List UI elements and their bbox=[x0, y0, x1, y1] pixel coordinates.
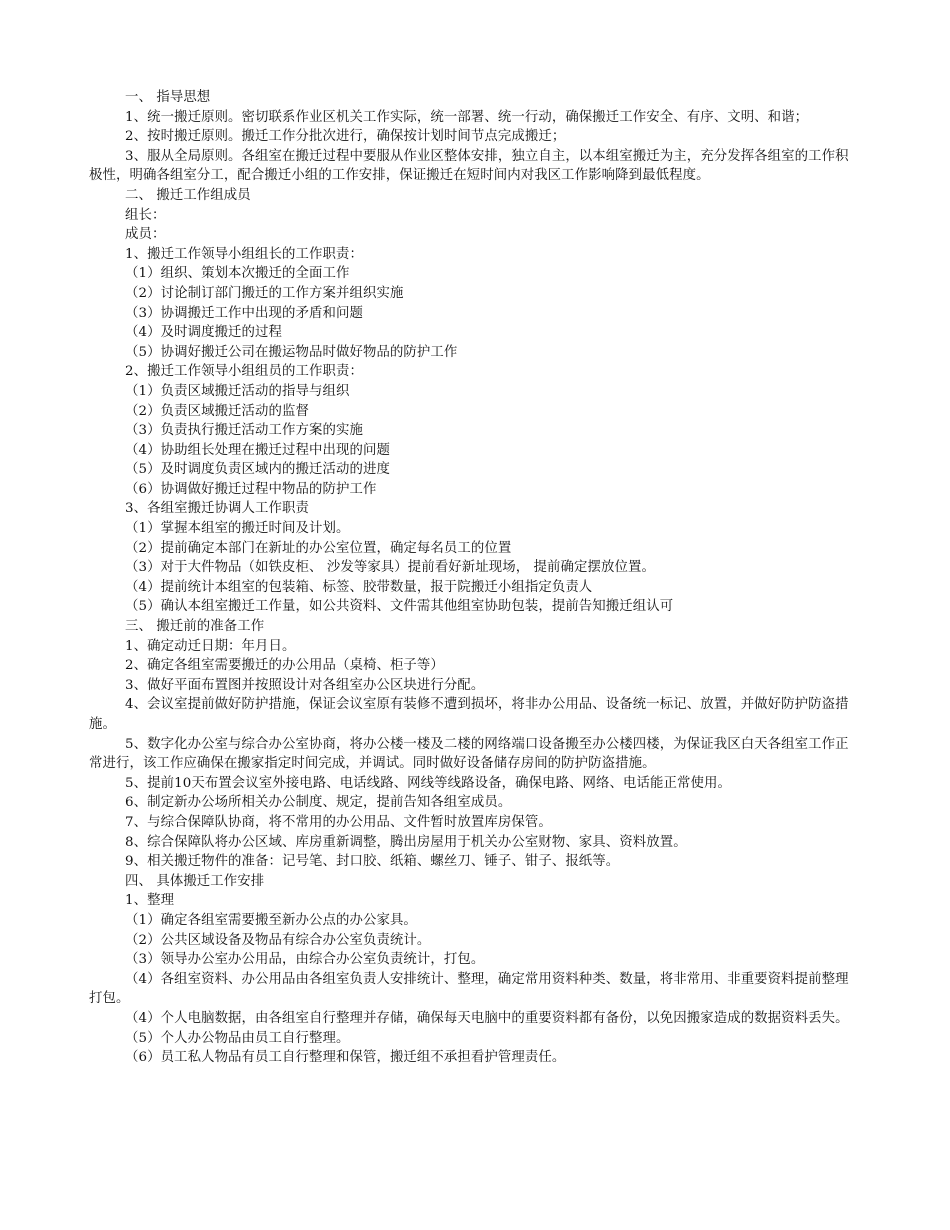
list-item: （4）及时调度搬迁的过程 bbox=[125, 325, 283, 341]
list-item: （1）负责区域搬迁活动的指导与组织 bbox=[125, 383, 350, 399]
paragraph: 1、确定动迁日期：年月日。 bbox=[125, 638, 296, 654]
paragraph: 3、做好平面布置图并按照设计对各组室办公区块进行分配。 bbox=[125, 677, 485, 693]
paragraph: 2、按时搬迁原则。搬迁工作分批次进行，确保按计划时间节点完成搬迁； bbox=[125, 129, 566, 145]
list-item: （1）确定各组室需要搬至新办公点的办公家具。 bbox=[125, 912, 417, 928]
list-item: （1）组织、策划本次搬迁的全面工作 bbox=[125, 266, 350, 282]
list-item: （4）个人电脑数据，由各组室自行整理并存储，确保每天电脑中的重要资料都有备份，以免因搬家造成的数据资料丢失。 bbox=[125, 1010, 849, 1026]
paragraph: 7、与综合保障队协商，将不常用的办公用品、文件暂时放置库房保管。 bbox=[125, 814, 552, 830]
list-item: （5）协调好搬迁公司在搬运物品时做好物品的防护工作 bbox=[125, 344, 458, 360]
list-item: （5）个人办公物品由员工自行整理。 bbox=[125, 1030, 350, 1046]
paragraph: 1、统一搬迁原则。密切联系作业区机关工作实际，统一部署、统一行动，确保搬迁工作安全、有序、文明、和谐； bbox=[125, 109, 809, 125]
paragraph: 1、整理 bbox=[125, 893, 175, 909]
section-heading-guiding-ideology: 一、 指导思想 bbox=[125, 90, 211, 105]
document-body bbox=[89, 88, 859, 1068]
list-item: （2）讨论制订部门搬迁的工作方案并组织实施 bbox=[125, 285, 404, 301]
paragraph: 8、综合保障队将办公区域、库房重新调整，腾出房屋用于机关办公室财物、家具、资料放置。 bbox=[125, 834, 687, 850]
paragraph: 1、搬迁工作领导小组组长的工作职责： bbox=[125, 246, 363, 262]
list-item: （4）协助组长处理在搬迁过程中出现的问题 bbox=[125, 442, 390, 458]
list-item: （6）协调做好搬迁过程中物品的防护工作 bbox=[125, 481, 377, 497]
list-item: （5）及时调度负责区域内的搬迁活动的进度 bbox=[125, 462, 390, 478]
list-item: （6）员工私人物品有员工自行整理和保管，搬迁组不承担看护管理责任。 bbox=[125, 1050, 566, 1066]
list-item: （2）提前确定本部门在新址的办公室位置，确定每名员工的位置 bbox=[125, 540, 512, 556]
paragraph: 3、服从全局原则。各组室在搬迁过程中要服从作业区整体安排，独立自主，以本组室搬迁为主，充分发挥各组室的工作积极性，明确各组室分工，配合搬迁小组的工作安排，保证搬迁在短时间内对我区工作影响降到最低程度。 bbox=[89, 148, 849, 184]
list-item: （5）确认本组室搬迁工作量，如公共资料、文件需其他组室协助包装，提前告知搬迁组认可 bbox=[125, 599, 674, 615]
list-item: （3）负责执行搬迁活动工作方案的实施 bbox=[125, 423, 363, 439]
paragraph: 5、提前10天布置会议室外接电路、电话线路、网线等线路设备，确保电路、网络、电话能正常使用。 bbox=[125, 775, 731, 791]
section-heading-preparation: 三、 搬迁前的准备工作 bbox=[125, 619, 265, 635]
paragraph: 4、会议室提前做好防护措施，保证会议室原有装修不遭到损坏，将非办公用品、设备统一标记、放置，并做好防护防盗措施。 bbox=[89, 697, 849, 732]
list-item: （3）领导办公室办公用品，由综合办公室负责统计，打包。 bbox=[125, 952, 485, 968]
paragraph: 2、确定各组室需要搬迁的办公用品（桌椅、柜子等） bbox=[125, 658, 444, 674]
paragraph: 5、数字化办公室与综合办公室协商，将办公楼一楼及二楼的网络端口设备搬至办公楼四楼，为保证我区白天各组室工作正常进行，该工作应确保在搬家指定时间完成，并调试。同时做好设备储存房间的防护防盗措施。 bbox=[89, 736, 849, 772]
paragraph: 3、各组室搬迁协调人工作职责 bbox=[125, 501, 309, 517]
section-heading-arrangement: 四、 具体搬迁工作安排 bbox=[125, 873, 265, 889]
list-item: （4）提前统计本组室的包装箱、标签、胶带数量，报于院搬迁小组指定负责人 bbox=[125, 579, 593, 595]
list-item: （1）掌握本组室的搬迁时间及计划。 bbox=[125, 521, 350, 537]
section-heading-team-members: 二、 搬迁工作组成员 bbox=[125, 187, 251, 203]
list-item: （4）各组室资料、办公用品由各组室负责人安排统计、整理，确定常用资料种类、数量，将非常用、非重要资料提前整理打包。 bbox=[89, 971, 849, 1007]
paragraph: 组长： bbox=[125, 207, 166, 223]
paragraph: 成员： bbox=[125, 227, 166, 243]
list-item: （3）对于大件物品（如铁皮柜、 沙发等家具）提前看好新址现场， 提前确定摆放位置。 bbox=[125, 560, 655, 576]
list-item: （3）协调搬迁工作中出现的矛盾和问题 bbox=[125, 305, 363, 321]
paragraph: 2、搬迁工作领导小组组员的工作职责： bbox=[125, 364, 363, 380]
list-item: （2）公共区域设备及物品有综合办公室负责统计。 bbox=[125, 932, 431, 948]
paragraph: 6、制定新办公场所相关办公制度、规定，提前告知各组室成员。 bbox=[125, 795, 512, 811]
paragraph: 9、相关搬迁物件的准备：记号笔、封口胶、纸箱、螺丝刀、锤子、钳子、报纸等。 bbox=[125, 854, 620, 870]
list-item: （2）负责区域搬迁活动的监督 bbox=[125, 403, 309, 419]
